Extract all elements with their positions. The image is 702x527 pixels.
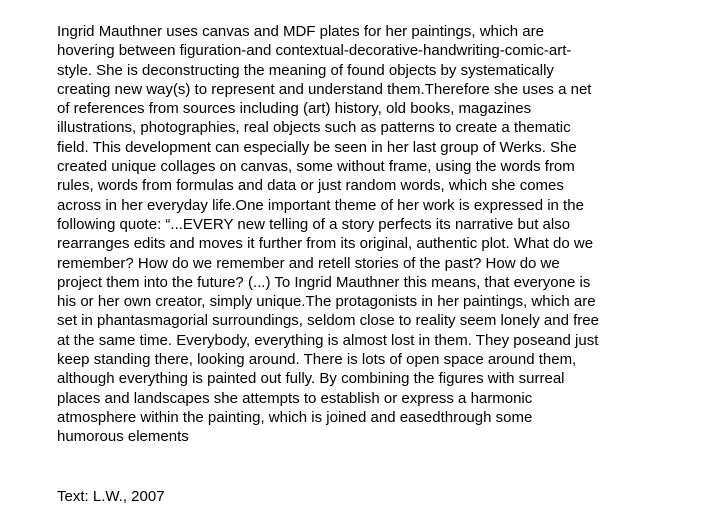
article-line: illustrations, photographies, real objects such as patterns to create a thematic — [57, 119, 571, 137]
article-line: hovering between figuration-and contextual-decorative-handwriting-comic-art- — [57, 42, 572, 60]
article-line: humorous elements — [57, 428, 189, 446]
article-line: rules, words from formulas and data or just random words, which she comes — [57, 177, 564, 195]
article-line: field. This development can especially be seen in her last group of Werks. She — [57, 138, 577, 156]
article-line: remember? How do we remember and retell stories of the past? How do we — [57, 254, 560, 272]
article-line: across in her everyday life.One important theme of her work is expressed in the — [57, 196, 584, 214]
article-line: Ingrid Mauthner uses canvas and MDF plates for her paintings, which are — [57, 23, 544, 40]
text-credit: Text: L.W., 2007 — [57, 488, 165, 505]
article-line: project them into the future? (...) To Ingrid Mauthner this means, that everyone is — [57, 273, 591, 291]
article-line: although everything is painted out fully. By combining the figures with surreal — [57, 370, 565, 388]
article-line: at the same time. Everybody, everything is almost lost in them. They poseand just — [57, 331, 599, 349]
article-line: keep standing there, looking around. There is lots of open space around them, — [57, 351, 577, 369]
article-line: his or her own creator, simply unique.The protagonists in her paintings, which are — [57, 293, 596, 311]
article-line: style. She is deconstructing the meaning of found objects by systematically — [57, 61, 554, 79]
article-line: atmosphere within the painting, which is joined and easedthrough some — [57, 408, 533, 426]
article-line: rearranges edits and moves it further from its original, authentic plot. What do we — [57, 235, 594, 253]
article-line: of references from sources including (art) history, old books, magazines — [57, 100, 532, 118]
article-line: following quote: “...EVERY new telling of a story perfects its narrative but also — [57, 215, 571, 233]
article-line: places and landscapes she attempts to establish or express a harmonic — [57, 389, 533, 407]
article-body — [57, 22, 657, 447]
article-line: creating new way(s) to represent and understand them.Therefore she uses a net — [57, 80, 592, 98]
article-line: set in phantasmagorial surroundings, seldom close to reality seem lonely and free — [57, 312, 599, 330]
article-line: created unique collages on canvas, some without frame, using the words from — [57, 158, 575, 176]
